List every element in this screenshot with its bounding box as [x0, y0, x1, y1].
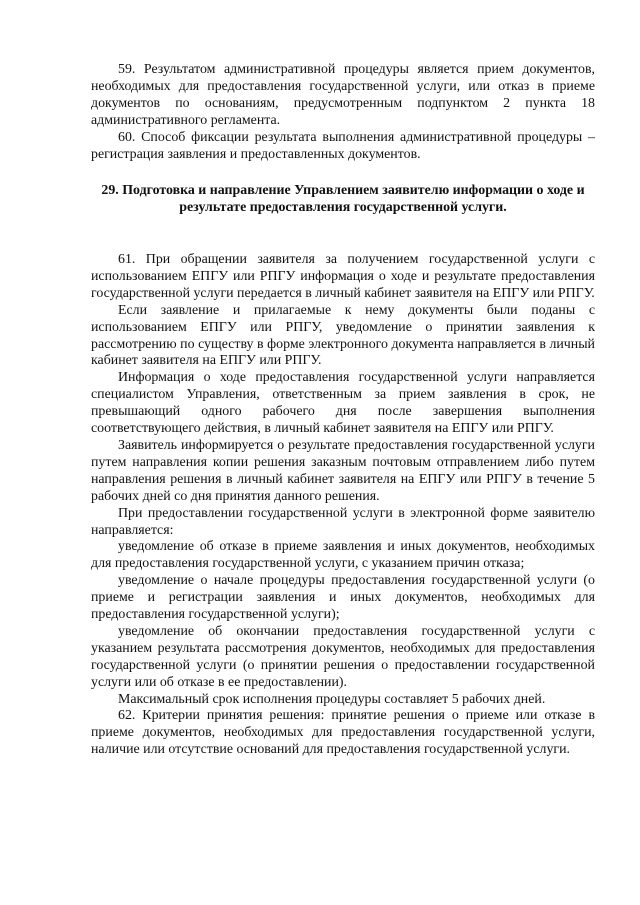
paragraph-max-duration: Максимальный срок исполнения процедуры составляет 5 рабочих дней.: [118, 691, 546, 707]
list-item-refusal-notice: уведомление об отказе в приеме заявления и иных документов, необходимых для предоставления государственной услуги, с указанием причин отказа;: [91, 539, 595, 572]
section-heading: 29. Подготовка и направление Управлением заявителю информации о ходе и результате предоставления государственной услуги.: [101, 183, 585, 215]
paragraph-result-info: Заявитель информируется о результате предоставления государственной услуги путем направления копии решения заказным почтовым отправлением либо путем направления решения в личный кабинет заявителя на ЕПГУ или РПГУ в течение 5 рабочих дней со дня принятия данного решения.: [91, 437, 595, 504]
list-item-start-notice: уведомление о начале процедуры предоставления государственной услуги (о приеме и регистрации заявления и иных документов, необходимых для предоставления государственной услуги);: [91, 573, 595, 623]
paragraph-epgu-acceptance: Если заявление и прилагаемые к нему документы были поданы с использованием ЕПГУ или РПГУ, уведомление о принятии заявления к рассмотрению по существу в форме электронного документа направляется в личный кабинет заявителя на ЕПГУ или РПГУ.: [91, 302, 595, 369]
paragraph-60: 60. Способ фиксации результата выполнения административной процедуры – регистрация заявления и предоставленных документов.: [91, 129, 595, 162]
top-paragraphs: [91, 62, 595, 163]
paragraph-electronic-form: При предоставлении государственной услуги в электронной форме заявителю направляется:: [91, 505, 595, 538]
paragraph-61: 61. При обращении заявителя за получением государственной услуги с использованием ЕПГУ или РПГУ информация о ходе и результате предоставления государственной услуги передается в личный кабинет заявителя на ЕПГУ или РПГУ.: [91, 252, 595, 301]
paragraph-59: 59. Результатом административной процедуры является прием документов, необходимых для предоставления государственной услуги, или отказ в приеме документов по основаниям, предусмотренным подпунктом 2 пункта 18 административного регламента.: [91, 62, 595, 128]
list-item-completion-notice: уведомление об окончании предоставления государственной услуги с указанием результата рассмотрения документов, необходимых для предоставления государственной услуги (о принятии решения о предоставлении государственной услуги или об отказе в ее предоставлении).: [91, 623, 595, 690]
paragraph-progress-info: Информация о ходе предоставления государственной услуги направляется специалистом Управления, ответственным за прием заявления в срок, не превышающий одного рабочего дня после завершения выполнения соответствующего действия, в личный кабинет заявителя на ЕПГУ или РПГУ.: [91, 370, 595, 437]
paragraph-62: 62. Критерии принятия решения: принятие решения о приеме или отказе в приеме документов, необходимых для предоставления государственной услуги, наличие или отсутствие оснований для предоставления государственной услуги.: [91, 708, 595, 758]
body-paragraphs: [91, 252, 595, 759]
